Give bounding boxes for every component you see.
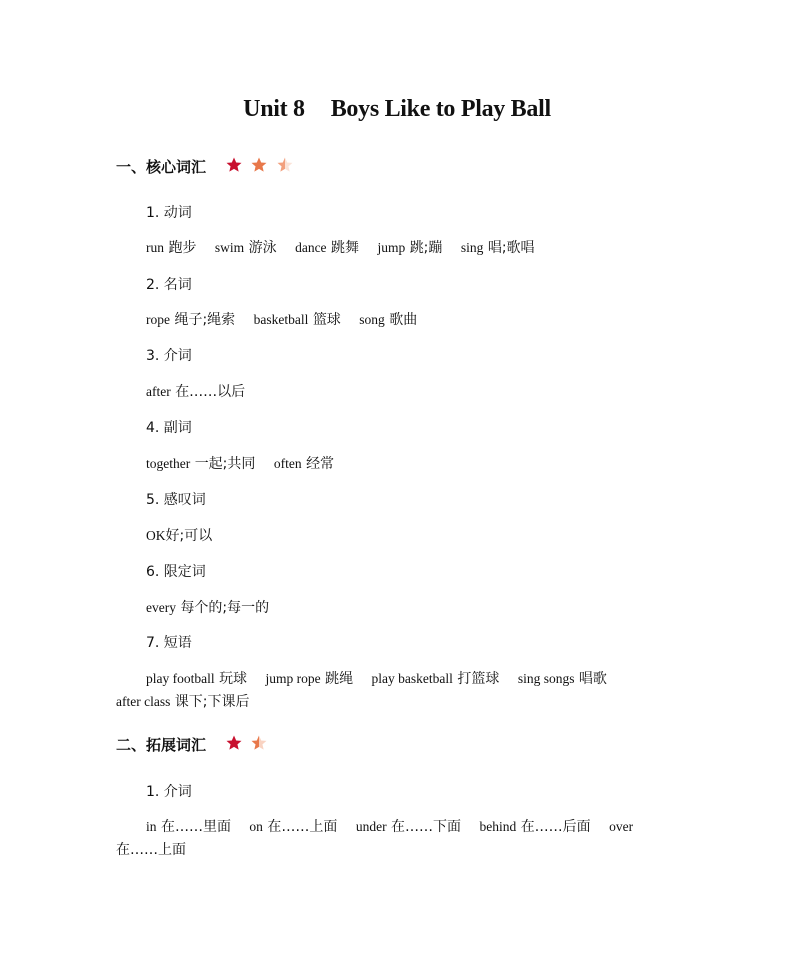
group-label-determiners: 6. 限定词 [146,564,206,580]
group-label-nouns: 2. 名词 [146,277,192,293]
group-label-verbs: 1. 动词 [146,205,192,221]
vocab-line-prepositions: after 在……以后 [146,384,246,400]
section-title: 二、拓展词汇 [116,736,207,754]
section-title: 一、核心词汇 [116,158,207,176]
star-icon [250,156,268,174]
star-icon [225,734,243,752]
unit-name: Boys Like to Play Ball [330,96,551,122]
vocab-line-prepositions-ext-cont: 在……上面 [116,842,186,858]
vocab-line-phrases: play football 玩球 jump rope 跳绳 play basketball 打篮球 sing songs 唱歌 [146,671,607,687]
group-label-phrases: 7. 短语 [146,635,192,651]
vocab-line-adverbs: together 一起;共同 often 经常 [146,456,335,472]
vocab-line-phrases-cont: after class 课下;下课后 [116,694,250,710]
section-heading-core [116,156,296,178]
page-title [0,96,794,123]
section-heading-extended [116,734,270,756]
vocab-line-nouns: rope 绳子;绳索 basketball 篮球 song 歌曲 [146,312,418,328]
star-icon [225,156,243,174]
group-label-prepositions: 3. 介词 [146,348,192,364]
group-label-adverbs: 4. 副词 [146,420,192,436]
vocab-line-determiners: every 每个的;每一的 [146,600,270,616]
unit-number: Unit 8 [243,96,305,122]
vocab-line-verbs: run 跑步 swim 游泳 dance 跳舞 jump 跳;蹦 sing 唱;歌唱 [146,240,535,256]
difficulty-stars [225,734,270,756]
group-label-prepositions-ext: 1. 介词 [146,784,192,800]
difficulty-stars [225,156,295,178]
vocab-line-interjections: OK好;可以 [146,528,213,544]
half-star-icon [250,734,268,752]
vocab-line-prepositions-ext: in 在……里面 on 在……上面 under 在……下面 behind 在……后面 over [146,819,634,835]
half-star-icon [276,156,294,174]
group-label-interjections: 5. 感叹词 [146,492,206,508]
